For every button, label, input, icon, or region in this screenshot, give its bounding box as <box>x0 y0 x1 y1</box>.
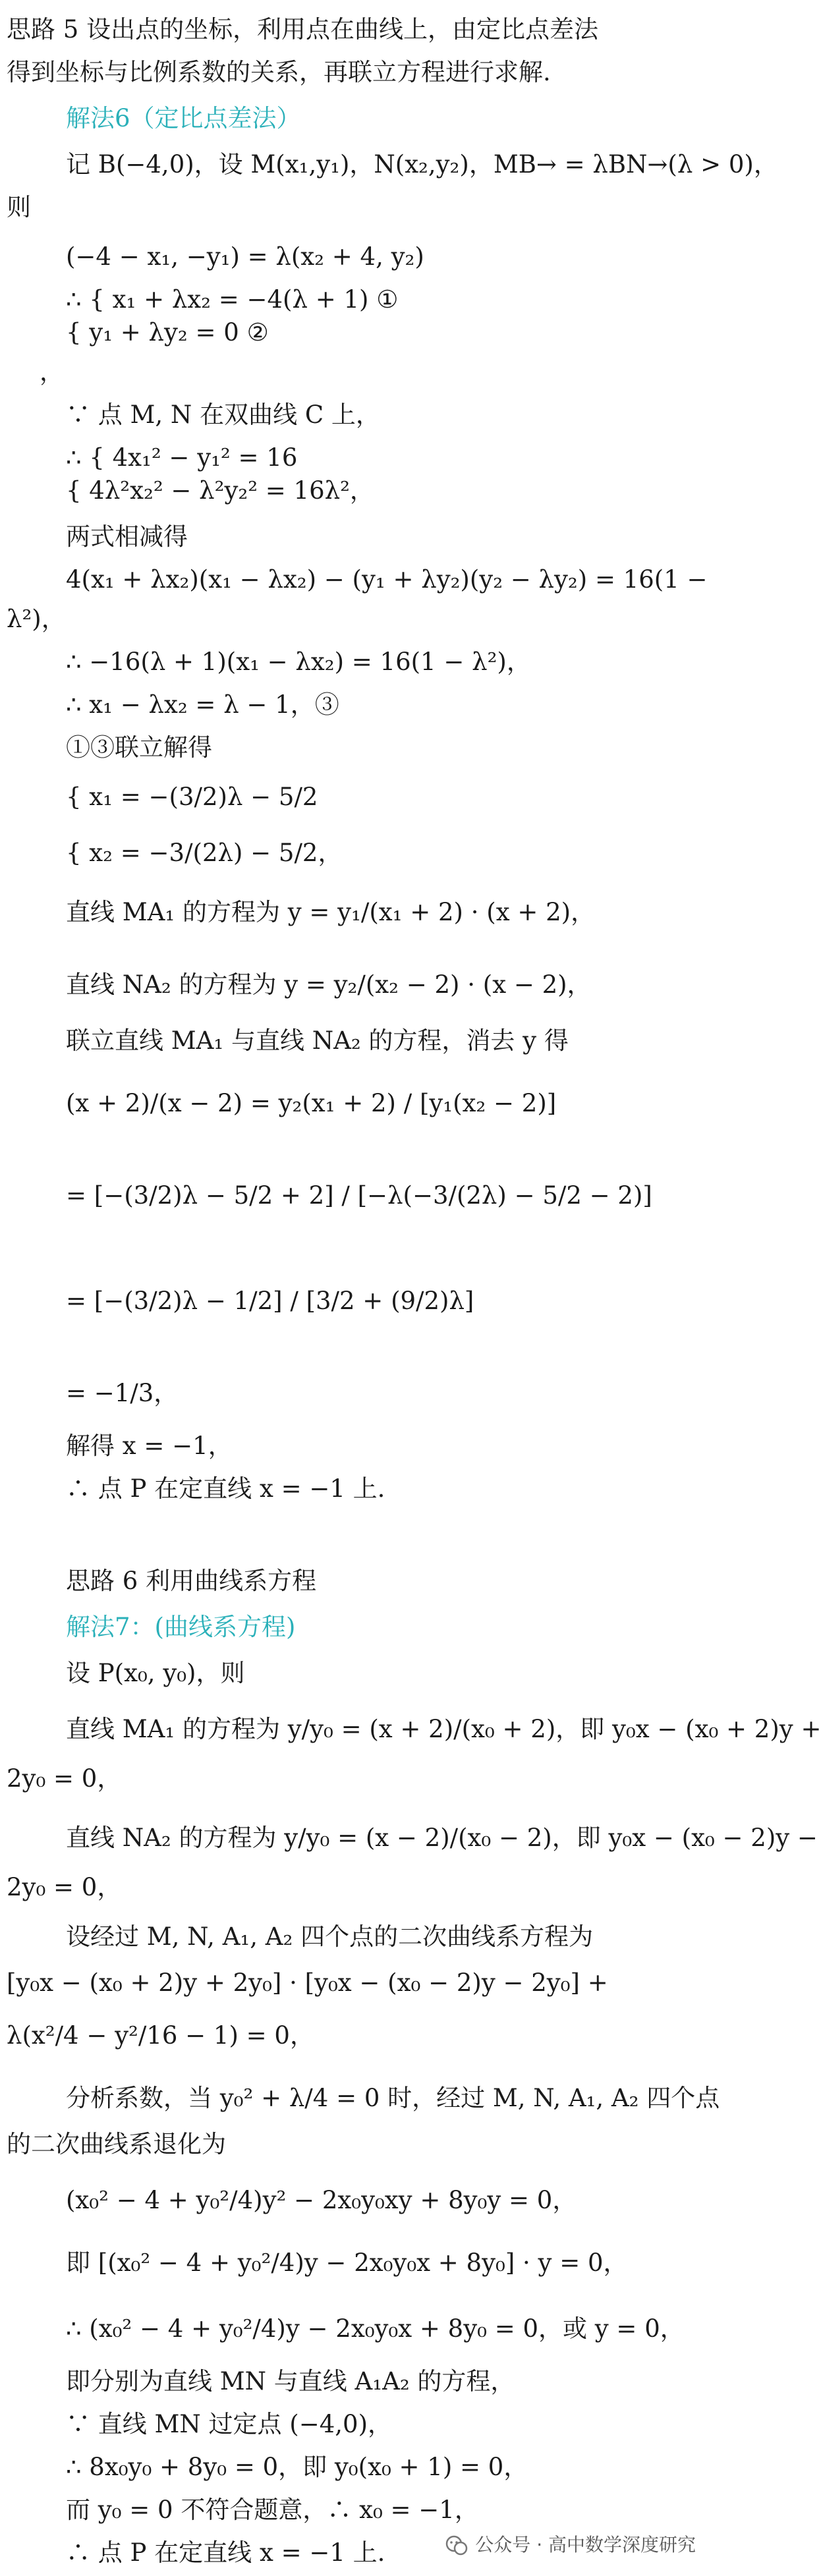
equation-line: 直线 MA₁ 的方程为 y = y₁/(x₁ + 2) · (x + 2)， <box>66 898 596 926</box>
equation-line: = [−(3/2)λ − 5/2 + 2] / [−λ(−3/(2λ) − 5/2 − 2)] <box>66 1181 652 1210</box>
conclusion-line: ∴ 点 P 在定直线 x = −1 上. <box>66 1474 385 1503</box>
wechat-icon <box>445 2534 468 2558</box>
text-line: 解得 x = −1， <box>66 1432 233 1460</box>
text-line: 得到坐标与比例系数的关系，再联立方程进行求解. <box>7 58 551 86</box>
equation-line: [y₀x − (x₀ + 2)y + 2y₀] · [y₀x − (x₀ − 2)y − 2y₀] + <box>7 1969 608 1997</box>
text-line: 设 P(x₀, y₀)，则 <box>66 1659 245 1687</box>
equation-line: (x₀² − 4 + y₀²/4)y² − 2x₀y₀xy + 8y₀y = 0， <box>66 2186 577 2214</box>
method-heading: 解法6（定比点差法） <box>66 104 301 132</box>
equation-line: (−4 − x₁, −y₁) = λ(x₂ + 4, y₂) <box>66 242 424 271</box>
section-heading: 思路 6 利用曲线系方程 <box>66 1567 317 1595</box>
equation-line: λ(x²/4 − y²/16 − 1) = 0， <box>7 2021 314 2050</box>
equation-line: 即 [(x₀² − 4 + y₀²/4)y − 2x₀y₀x + 8y₀] · y = 0， <box>66 2249 628 2277</box>
system-line: { x₂ = −3/(2λ) − 5/2， <box>66 839 343 867</box>
system-line: ∴ { x₁ + λx₂ = −4(λ + 1) ① <box>66 285 399 314</box>
text-line: 思路 5 设出点的坐标，利用点在曲线上，由定比点差法 <box>7 15 599 43</box>
text-line: ①③联立解得 <box>66 733 212 762</box>
equation-line: ∴ x₁ − λx₂ = λ − 1，③ <box>66 690 339 719</box>
equation-line: 直线 NA₂ 的方程为 y = y₂/(x₂ − 2) · (x − 2)， <box>66 970 592 999</box>
text-line: 分析系数，当 y₀² + λ/4 = 0 时，经过 M, N, A₁, A₂ 四个点 <box>66 2084 720 2112</box>
equation-line: = [−(3/2)λ − 1/2] / [3/2 + (9/2)λ] <box>66 1287 474 1315</box>
equation-line: 2y₀ = 0， <box>7 1764 122 1793</box>
equation-line: ∴ 8x₀y₀ + 8y₀ = 0，即 y₀(x₀ + 1) = 0， <box>66 2453 528 2481</box>
watermark-text: 公众号 · 高中数学深度研究 <box>475 2534 696 2556</box>
system-line: { y₁ + λy₂ = 0 ② <box>66 318 269 347</box>
watermark <box>445 2529 696 2562</box>
equation-line: λ²)， <box>7 605 66 633</box>
text-line: 则 <box>7 193 31 221</box>
equation-line: 4(x₁ + λx₂)(x₁ − λx₂) − (y₁ + λy₂)(y₂ − λy₂) = 16(1 − <box>66 565 708 594</box>
equation-line: 直线 MA₁ 的方程为 y/y₀ = (x + 2)/(x₀ + 2)，即 y₀x − (x₀ + 2)y + <box>66 1715 821 1743</box>
equation-line: 2y₀ = 0， <box>7 1873 122 1901</box>
text-line: ， <box>40 358 64 386</box>
text-line: ∵ 直线 MN 过定点 (−4,0)， <box>66 2410 393 2438</box>
text-line: 设经过 M, N, A₁, A₂ 四个点的二次曲线系方程为 <box>66 1922 594 1951</box>
text-line: 联立直线 MA₁ 与直线 NA₂ 的方程，消去 y 得 <box>66 1026 569 1055</box>
text-line: 即分别为直线 MN 与直线 A₁A₂ 的方程， <box>66 2367 515 2395</box>
text-line: 两式相减得 <box>66 522 188 551</box>
system-line: ∴ { 4x₁² − y₁² = 16 <box>66 443 298 472</box>
equation-line: 而 y₀ = 0 不符合题意，∴ x₀ = −1， <box>66 2496 479 2524</box>
text-line: 的二次曲线系退化为 <box>7 2130 226 2158</box>
equation-line: = −1/3， <box>66 1379 179 1407</box>
method-heading: 解法7：(曲线系方程) <box>66 1613 296 1641</box>
text-line: ∵ 点 M, N 在双曲线 C 上， <box>66 401 380 429</box>
equation-line: 直线 NA₂ 的方程为 y/y₀ = (x − 2)/(x₀ − 2)，即 y₀x − (x₀ − 2)y − <box>66 1824 818 1852</box>
system-line: { x₁ = −(3/2)λ − 5/2 <box>66 783 318 811</box>
system-line: { 4λ²x₂² − λ²y₂² = 16λ²， <box>66 476 374 505</box>
equation-line: ∴ −16(λ + 1)(x₁ − λx₂) = 16(1 − λ²)， <box>66 648 531 676</box>
text-line: 记 B(−4,0)，设 M(x₁,y₁)，N(x₂,y₂)，MB→ = λBN→(λ > 0)， <box>66 150 778 179</box>
conclusion-line: ∴ 点 P 在定直线 x = −1 上. <box>66 2538 385 2567</box>
equation-line: ∴ (x₀² − 4 + y₀²/4)y − 2x₀y₀x + 8y₀ = 0，或 y = 0， <box>66 2314 685 2343</box>
equation-line: (x + 2)/(x − 2) = y₂(x₁ + 2) / [y₁(x₂ − 2)] <box>66 1089 557 1117</box>
